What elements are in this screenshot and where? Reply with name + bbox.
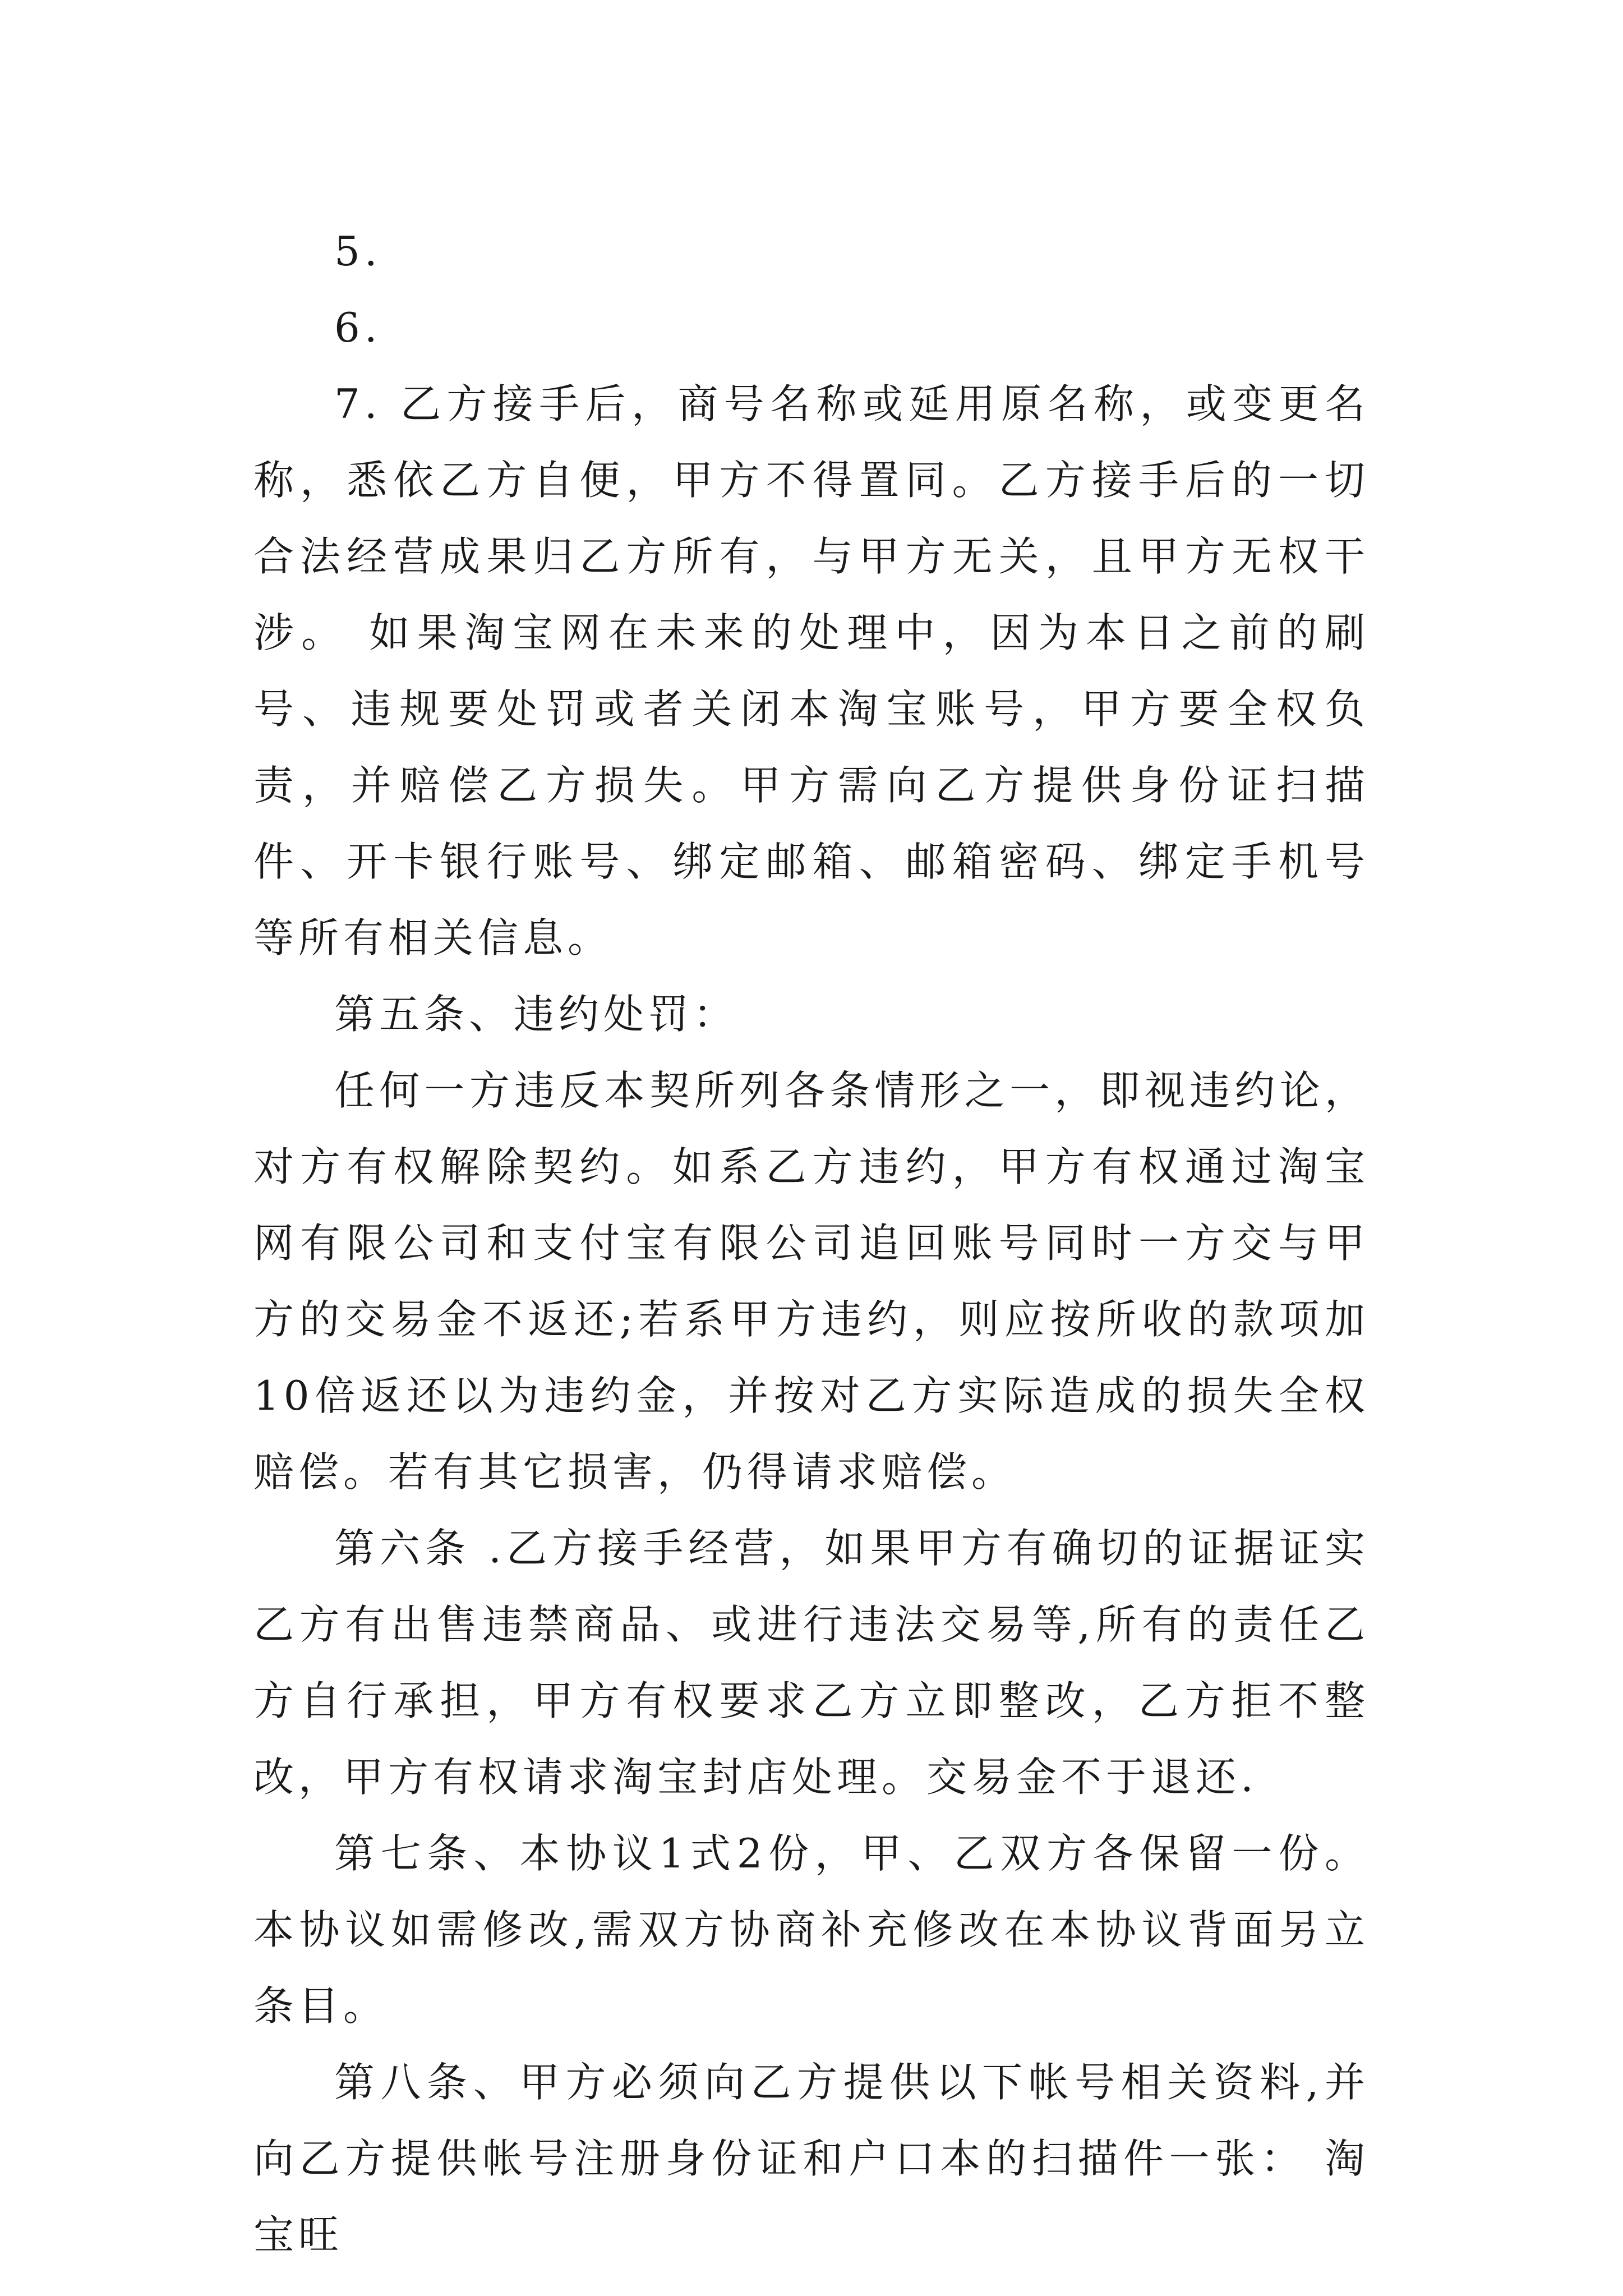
- article-5-body: 任何一方违反本契所列各条情形之一，即视违约论，对方有权解除契约。如系乙方违约，甲方有权通过淘宝网有限公司和支付宝有限公司追回账号同时一方交与甲方的交易金不返还;若系甲方违约，则应按所收的款项加10倍返还以为违约金，并按对乙方实际造成的损失全权赔偿。若有其它损害，仍得请求赔偿。: [253, 1067, 1370, 1496]
- document-body: [253, 213, 1370, 2273]
- paragraph-item-7: 7. 乙方接手后，商号名称或延用原名称，或变更名称，悉依乙方自便，甲方不得置同。乙方接手后的一切合法经营成果归乙方所有，与甲方无关，且甲方无权干涉。 如果淘宝网在未来的处理中，因为本日之前的刷号、违规要处罚或者关闭本淘宝账号，甲方要全权负责，并赔偿乙方损失。甲方需向乙方提供身份证扫描件、开卡银行账号、绑定邮箱、邮箱密码、绑定手机号等所有相关信息。: [253, 380, 1370, 961]
- article-6: 第六条 .乙方接手经营，如果甲方有确切的证据证实乙方有出售违禁商品、或进行违法交易等,所有的责任乙方自行承担，甲方有权要求乙方立即整改，乙方拒不整改，甲方有权请求淘宝封店处理。交易金不于退还.: [253, 1525, 1370, 1801]
- article-8: 第八条、甲方必须向乙方提供以下帐号相关资料,并向乙方提供帐号注册身份证和户口本的扫描件一张： 淘宝旺: [253, 2059, 1370, 2258]
- paragraph-item-6: 6.: [334, 304, 382, 351]
- article-7: 第七条、本协议1式2份，甲、乙双方各保留一份。本协议如需修改,需双方协商补充修改在本协议背面另立条目。: [253, 1830, 1370, 2030]
- article-5-heading: 第五条、违约处罚：: [334, 991, 739, 1038]
- paragraph-item-5: 5.: [334, 228, 382, 275]
